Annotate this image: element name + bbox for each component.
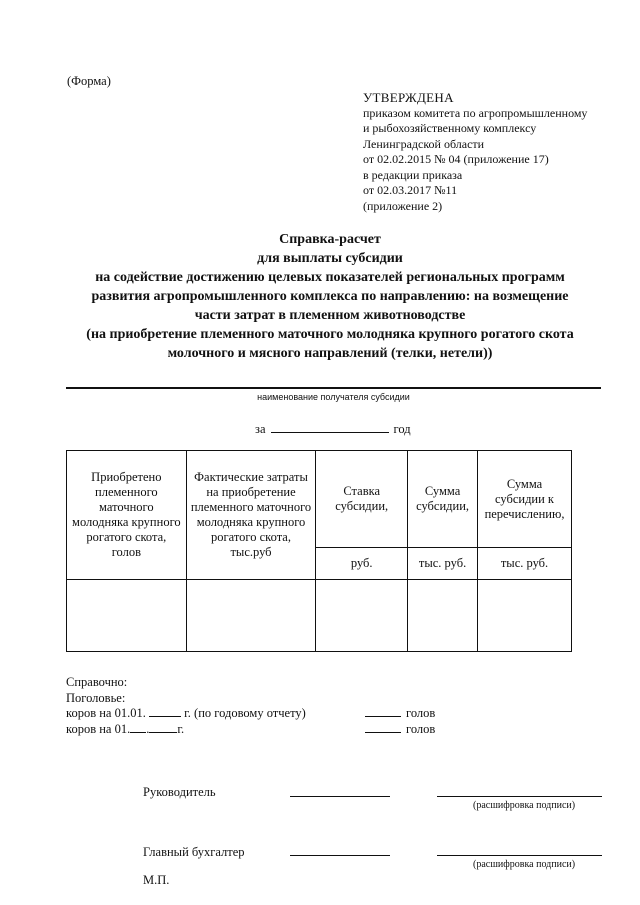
heading-line: Справка-расчет	[279, 232, 381, 247]
stamp-label: М.П.	[143, 873, 170, 887]
head-count-blank[interactable]	[365, 716, 401, 717]
dot-separator: .	[146, 721, 150, 736]
column-header: Приобретено племенного маточного молодняка крупного рогатого скота, голов	[67, 451, 187, 580]
column-header: Сумма субсидии,	[408, 451, 478, 548]
table-row	[67, 580, 572, 652]
reference-title: Справочно:	[66, 675, 128, 689]
calculation-table	[66, 450, 572, 652]
cows-line-1-suffix: г. (по годовому отчету)	[184, 706, 306, 720]
approval-line: в редакции приказа	[363, 167, 463, 182]
heading-line: для выплаты субсидии	[257, 251, 403, 266]
cows-line-2-prefix: коров на 01.	[66, 721, 131, 736]
cows-line-1	[66, 706, 306, 722]
column-header: Сумма субсидии к перечислению,	[478, 451, 572, 548]
unit-cell: руб.	[316, 548, 408, 580]
period-row	[255, 421, 411, 437]
unit-cell: тыс. руб.	[478, 548, 572, 580]
recipient-caption: наименование получателя субсидии	[257, 392, 410, 402]
approval-line: и рыбохозяйственному комплексу	[363, 121, 537, 135]
heading-line: на содействие достижению целевых показателей региональных программ	[95, 270, 565, 285]
document-heading	[60, 230, 600, 363]
cows-line-2	[66, 722, 306, 738]
year-blank[interactable]	[149, 716, 181, 717]
approval-block	[363, 90, 587, 214]
head-signature-field[interactable]	[290, 796, 390, 797]
cows-line-1-prefix: коров на 01.01.	[66, 706, 146, 720]
year-blank[interactable]	[149, 732, 177, 733]
head-count-blank[interactable]	[365, 732, 401, 733]
period-suffix: год	[393, 422, 411, 436]
table-header-row	[67, 451, 572, 548]
head-name-field[interactable]	[437, 796, 602, 797]
accountant-signature-field[interactable]	[290, 855, 390, 856]
accountant-signature-label: Главный бухгалтер	[143, 845, 245, 859]
month-blank[interactable]	[130, 732, 146, 733]
table-cell[interactable]	[186, 580, 316, 652]
recipient-name-field[interactable]	[66, 387, 601, 389]
head-count-block	[365, 706, 435, 737]
table-cell[interactable]	[478, 580, 572, 652]
accountant-name-field[interactable]	[437, 855, 602, 856]
table-cell[interactable]	[67, 580, 187, 652]
form-label: (Форма)	[67, 74, 111, 88]
decode-caption: (расшифровка подписи)	[473, 859, 576, 870]
table-cell[interactable]	[316, 580, 408, 652]
heading-line: части затрат в племенном животноводстве	[194, 308, 466, 323]
approval-line: приказом комитета по агропромышленному	[363, 105, 588, 120]
head-unit: голов	[406, 721, 436, 736]
table-cell[interactable]	[408, 580, 478, 652]
column-header: Фактические затраты на приобретение племенного маточного молодняка крупного рогатого скота, тыс.руб	[186, 451, 316, 580]
heading-line: молочного и мясного направлений (телки, нетели))	[167, 346, 493, 361]
column-header: Ставка субсидии,	[316, 451, 408, 548]
approval-line: Ленинградской области	[363, 136, 485, 151]
cows-line-2-suffix: г.	[177, 721, 185, 736]
heading-line: (на приобретение племенного маточного молодняка крупного рогатого скота	[86, 327, 574, 342]
approval-line: от 02.02.2015 № 04 (приложение 17)	[363, 152, 549, 166]
head-signature-label: Руководитель	[143, 785, 216, 799]
decode-caption: (расшифровка подписи)	[473, 800, 576, 811]
period-prefix: за	[255, 422, 266, 436]
reference-block	[66, 675, 306, 737]
approval-line: (приложение 2)	[363, 198, 443, 213]
year-field[interactable]	[271, 421, 389, 433]
reference-subtitle: Поголовье:	[66, 690, 126, 705]
approval-line: от 02.03.2017 №11	[363, 183, 458, 197]
unit-cell: тыс. руб.	[408, 548, 478, 580]
head-unit: голов	[406, 706, 436, 720]
heading-line: развития агропромышленного комплекса по направлению: на возмещение	[91, 289, 569, 304]
approval-title: УТВЕРЖДЕНА	[363, 90, 454, 105]
